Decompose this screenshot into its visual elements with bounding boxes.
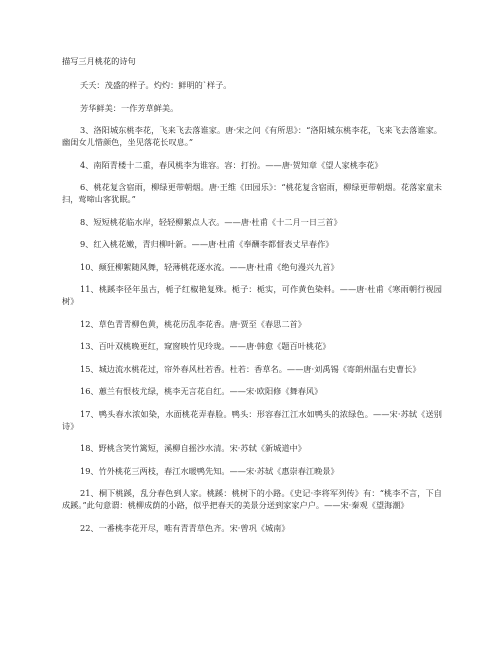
paragraph: 4、南陌青楼十二重，春风桃李为谁容。容：打扮。——唐·贺知章《望人家桃李花》 xyxy=(80,159,383,170)
document-page xyxy=(62,56,442,544)
page-title: 描写三月桃花的诗句 xyxy=(62,56,136,66)
paragraph: 12、草色青青柳色黄，桃花历乱李花香。唐·贾至《春思二首》 xyxy=(80,318,306,329)
paragraph: 22、一番桃李花开尽，唯有青青草色齐。宋·曾巩《城南》 xyxy=(80,522,290,533)
paragraph: 15、城边流水桃花过，帘外春风杜若香。杜若：香草名。——唐·刘禹锡《寄朗州温右史曹长》 xyxy=(80,363,421,374)
paragraph: 13、百叶双桃晚更红，窥窗映竹见玲珑。——唐·韩愈《题百叶桃花》 xyxy=(80,341,331,351)
paragraph: 3、洛阳城东桃李花，飞来飞去落谁家。唐·宋之问《有所思》：“洛阳城东桃李花，飞来飞去落谁家。幽闺女儿惜颜色，坐见落花长叹息。” xyxy=(62,125,442,147)
paragraph: 17、鸭头春水浓如染，水面桃花弄春脸。鸭头：形容春江江水如鸭头的浓绿色。——宋·苏轼《送别诗》 xyxy=(62,408,442,431)
paragraph: 18、野桃含笑竹篱短，溪柳自摇沙水清。宋·苏轼《新城道中》 xyxy=(80,443,306,453)
paragraph: 11、桃蹊李径年虽古，栀子红椒艳复殊。栀子：栀实，可作黄色染料。——唐·杜甫《寒雨朝行视园树》 xyxy=(62,284,442,306)
paragraph: 芳华鲜美：一作芳草鲜美。 xyxy=(80,102,179,113)
paragraph: 夭夭：茂盛的样子。灼灼：鲜明的`样子。 xyxy=(80,80,232,90)
paragraph: 9、红入桃花嫩，青归柳叶新。——唐·杜甫《奉酬李都督表丈早春作》 xyxy=(80,239,334,249)
paragraph: 21、桐下桃蹊，乱分春色到人家。桃蹊：桃树下的小路。《史记·李将军列传》有：“桃李不言，下自成蹊。”此句意谓：桃柳成荫的小路，似乎把春天的美景分送到家家户户。——宋·秦观《望海潮》 xyxy=(62,488,442,510)
paragraph: 6、桃花复含宿雨，柳绿更带朝烟。唐·王维《田园乐》：“桃花复含宿雨，柳绿更带朝烟。花落家童未扫，莺啼山客犹眠。” xyxy=(62,182,442,204)
paragraph: 16、蕙兰有恨枝尤绿，桃李无言花自红。——宋·欧阳修《舞春风》 xyxy=(80,386,323,396)
paragraph: 10、颠狂柳絮随风舞，轻薄桃花逐水流。——唐·杜甫《绝句漫兴九首》 xyxy=(80,261,339,272)
paragraph: 19、竹外桃花三两枝，春江水暖鸭先知。——宋·苏轼《惠崇春江晚景》 xyxy=(80,465,339,476)
paragraph: 8、短短桃花临水岸，轻轻柳絮点人衣。——唐·杜甫《十二月一日三首》 xyxy=(80,216,342,227)
